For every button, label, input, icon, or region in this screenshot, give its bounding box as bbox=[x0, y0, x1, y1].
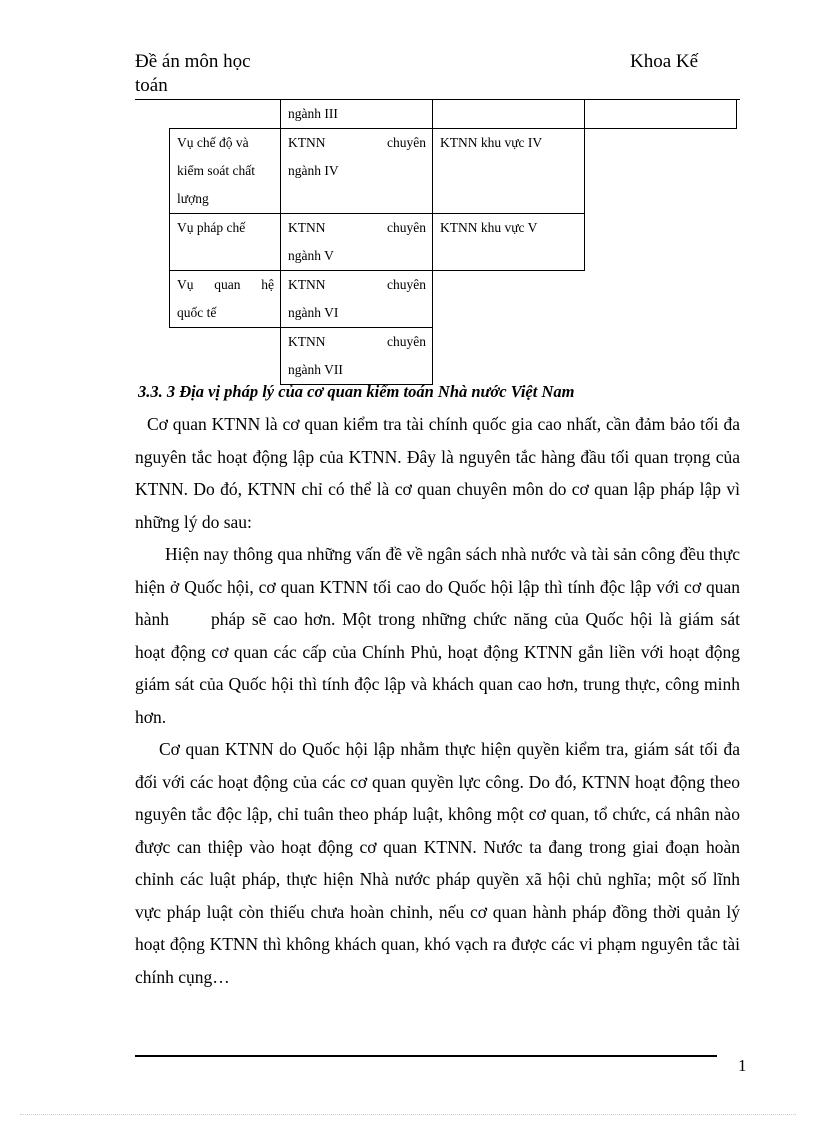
table-cell-empty bbox=[433, 271, 585, 328]
table-cell bbox=[281, 328, 433, 385]
cell-line bbox=[288, 129, 426, 157]
table-cell bbox=[170, 271, 281, 328]
table-cell bbox=[281, 100, 433, 129]
cell-text: chuyên bbox=[387, 135, 426, 150]
footer-rule bbox=[135, 1055, 717, 1057]
cell-text: ngành VII bbox=[288, 362, 343, 377]
cell-text: ngành III bbox=[288, 106, 338, 121]
cell-text: ngành V bbox=[288, 248, 334, 263]
header-right: Khoa Kế bbox=[630, 51, 699, 72]
cell-text: ngành IV bbox=[288, 163, 339, 178]
table-cell bbox=[170, 214, 281, 271]
org-structure-table bbox=[169, 100, 737, 385]
cell-text: KTNN bbox=[288, 220, 326, 235]
cell-text: quốc tế bbox=[177, 305, 217, 320]
cell-text: Vụ bbox=[177, 277, 194, 292]
table-cell-empty bbox=[585, 214, 737, 271]
table-cell bbox=[281, 271, 433, 328]
cell-text: chuyên bbox=[387, 220, 426, 235]
cell-text: Vụ pháp chế bbox=[177, 220, 246, 235]
table-cell bbox=[433, 129, 585, 214]
table-cell-empty bbox=[585, 271, 737, 328]
table-cell bbox=[170, 129, 281, 214]
body-text bbox=[135, 408, 740, 993]
cell-text: hệ bbox=[261, 277, 274, 292]
table-cell bbox=[585, 100, 737, 129]
table-row bbox=[170, 129, 737, 214]
table-cell-empty bbox=[585, 129, 737, 214]
cell-text: ngành VI bbox=[288, 305, 339, 320]
cell-text: KTNN khu vực IV bbox=[440, 135, 543, 150]
table-row bbox=[170, 271, 737, 328]
cell-text: lượng bbox=[177, 191, 209, 206]
paragraph-1: Cơ quan KTNN là cơ quan kiểm tra tài chính quốc gia cao nhất, cần đảm bảo tối đa nguyên tắc hoạt động lập của KTNN. Đây là nguyên tắc hàng đầu tối quan trọng của KTNN. Do đó, KTNN chỉ có thể là cơ quan chuyên môn do cơ quan lập pháp lập vì những lý do sau: bbox=[135, 414, 740, 532]
page-number: 1 bbox=[738, 1056, 747, 1075]
cell-text: chuyên bbox=[387, 334, 426, 349]
header-left-line1: Đề án môn học bbox=[135, 51, 251, 72]
table-row bbox=[170, 100, 737, 129]
paragraph-2-part-a: Hiện nay thông qua những vấn đề về ngân sách nhà nước và tài sản công đều thực hiện ở Quốc hội, cơ quan KTNN tối cao do Quốc hội lập thì tính độc lập với cơ quan hành bbox=[135, 544, 740, 629]
cell-text: kiểm soát chất bbox=[177, 163, 255, 178]
table-cell bbox=[433, 214, 585, 271]
table-row bbox=[170, 214, 737, 271]
cell-text: KTNN khu vực V bbox=[440, 220, 538, 235]
cell-text: quan bbox=[214, 277, 241, 292]
page-bottom-dotted-line bbox=[20, 1114, 796, 1115]
table-cell bbox=[281, 214, 433, 271]
cell-text: KTNN bbox=[288, 334, 326, 349]
cell-text: Vụ chế độ và bbox=[177, 135, 249, 150]
header-left bbox=[135, 50, 335, 98]
paragraph-2 bbox=[135, 538, 740, 733]
table-cell-empty bbox=[170, 328, 281, 385]
table-cell bbox=[281, 129, 433, 214]
paragraph-3: Cơ quan KTNN do Quốc hội lập nhằm thực hiện quyền kiểm tra, giám sát tối đa đối với các hoạt động của các cơ quan quyền lực công. Do đó, KTNN hoạt động theo nguyên tắc độc lập, chỉ tuân theo pháp luật, không một cơ quan, tổ chức, cá nhân nào được can thiệp vào hoạt động cơ quan KTNN. Nước ta đang trong giai đoạn hoàn chỉnh các luật pháp, thực hiện Nhà nước pháp quyền xã hội chủ nghĩa; một số lĩnh vực pháp luật còn thiếu chưa hoàn chỉnh, nếu cơ quan hành pháp đồng thời quản lý hoạt động KTNN thì không khách quan, khó vạch ra được các vi phạm nguyên tắc tài chính cụng… bbox=[135, 739, 740, 987]
cell-text: KTNN bbox=[288, 277, 326, 292]
cell-text: chuyên bbox=[387, 277, 426, 292]
cell-line bbox=[288, 328, 426, 356]
table-cell-empty bbox=[433, 328, 585, 385]
cell-line bbox=[177, 271, 274, 299]
table-cell bbox=[433, 100, 585, 129]
header-left-line2: toán bbox=[135, 75, 168, 96]
cell-line bbox=[288, 271, 426, 299]
cell-text: KTNN bbox=[288, 135, 326, 150]
section-title: 3.3. 3 Địa vị pháp lý của cơ quan kiểm toán Nhà nước Việt Nam bbox=[138, 382, 575, 401]
table-cell-empty bbox=[585, 328, 737, 385]
table-cell-empty bbox=[170, 100, 281, 129]
cell-line bbox=[288, 214, 426, 242]
paragraph-2-part-b: pháp sẽ cao hơn. Một trong những chức năng của Quốc hội là giám sát hoạt động cơ quan các cấp của Chính Phủ, hoạt động KTNN gắn liền với hoạt động giám sát của Quốc hội thì tính độc lập và khách quan cao hơn, trung thực, công minh hơn. bbox=[135, 609, 740, 727]
table-row bbox=[170, 328, 737, 385]
